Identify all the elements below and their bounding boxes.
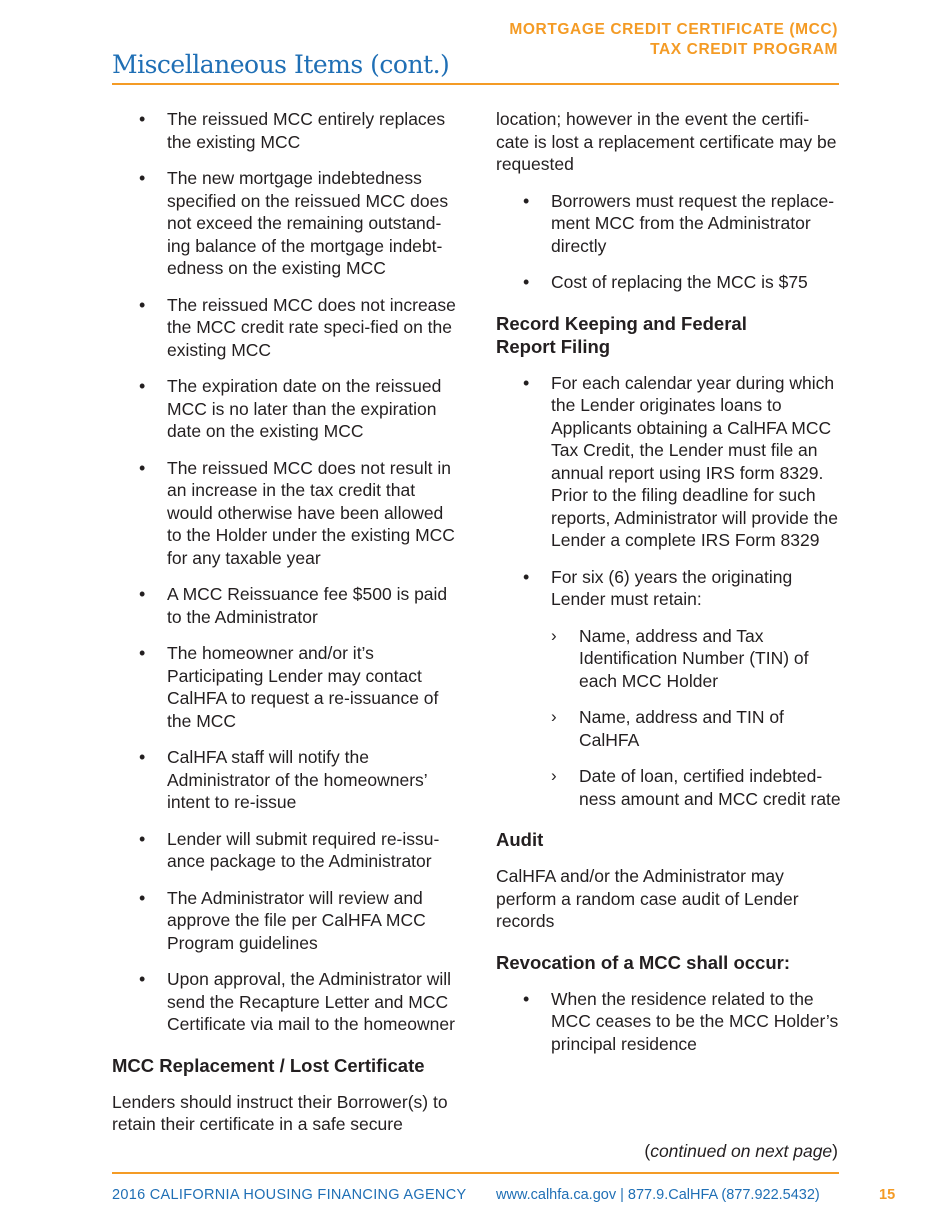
continued-note	[644, 1141, 838, 1162]
list-item: • CalHFA staff will notify the Administrator of the homeowners’ intent to re-issue	[112, 746, 462, 814]
audit-heading: Audit	[496, 829, 544, 850]
list-item: • For each calendar year during which the Lender originates loans to Applicants obtaining a CalHFA MCC Tax Credit, the Lender must file an annual report using IRS form 8329. Prior to the filing deadline for such reports, Administrator will provide the Lender a complete IRS Form 8329	[496, 372, 841, 552]
list-item: • The reissued MCC does not increase the MCC credit rate speci-fied on the existing MCC	[112, 294, 462, 362]
list-item: • Borrowers must request the replace-ment MCC from the Administrator directly	[496, 190, 841, 258]
replacement-list	[496, 190, 841, 294]
footer-divider	[112, 1172, 839, 1174]
record-keeping-heading-line2: Report Filing	[496, 335, 611, 357]
program-header-line1: MORTGAGE CREDIT CERTIFICATE (MCC)	[509, 21, 838, 38]
left-column	[112, 108, 462, 1150]
revocation-heading: Revocation of a MCC shall occur:	[496, 951, 790, 973]
list-item: • The reissued MCC entirely replaces the existing MCC	[112, 108, 462, 153]
list-item: • Cost of replacing the MCC is $75	[496, 271, 841, 294]
list-item: • The reissued MCC does not result in an increase in the tax credit that would otherwise have been allowed to the Holder under the existing MCC for any taxable year	[112, 457, 462, 570]
continued-open: (	[644, 1141, 651, 1161]
reissue-conditions-list	[112, 108, 462, 1036]
footer-contact[interactable]: www.calhfa.ca.gov | 877.9.CalHFA (877.922.5432)	[496, 1187, 820, 1203]
list-item: • When the residence related to the MCC ceases to be the MCC Holder’s principal residence	[496, 988, 841, 1056]
right-column	[496, 108, 841, 1069]
list-item: • Upon approval, the Administrator will send the Recapture Letter and MCC Certificate via mail to the homeowner	[112, 968, 462, 1036]
record-keeping-heading-line1: Record Keeping and Federal	[496, 312, 747, 334]
list-item: • A MCC Reissuance fee $500 is paid to the Administrator	[112, 583, 462, 628]
page-title: Miscellaneous Items (cont.)	[112, 50, 450, 79]
list-item: • The expiration date on the reissued MCC is no later than the expiration date on the existing MCC	[112, 375, 462, 443]
list-item	[496, 566, 841, 611]
footer-agency: 2016 CALIFORNIA HOUSING FINANCING AGENCY	[112, 1187, 467, 1203]
list-item: • Lender will submit required re-issu-ance package to the Administrator	[112, 828, 462, 873]
list-item: • The new mortgage indebtedness specified on the reissued MCC does not exceed the remaining outstand-ing balance of the mortgage indebt-edness on the existing MCC	[112, 167, 462, 280]
list-item: • The homeowner and/or it’s Participating Lender may contact CalHFA to request a re-issuance of the MCC	[112, 642, 462, 732]
replacement-paragraph-continued: location; however in the event the certifi-cate is lost a replacement certificate may be requested	[496, 109, 837, 174]
record-keeping-list	[496, 372, 841, 611]
replacement-paragraph: Lenders should instruct their Borrower(s) to retain their certificate in a safe secure	[112, 1091, 448, 1134]
continued-text: continued on next page	[650, 1141, 833, 1161]
retain-intro: For six (6) years the originating Lender must retain:	[551, 566, 793, 609]
program-header-line2: TAX CREDIT PROGRAM	[650, 41, 838, 58]
header-divider	[112, 83, 839, 85]
list-item: › Date of loan, certified indebted-ness amount and MCC credit rate	[496, 765, 841, 810]
retain-items-list	[496, 625, 841, 811]
list-item: › Name, address and Tax Identification Number (TIN) of each MCC Holder	[496, 625, 841, 693]
replacement-heading: MCC Replacement / Lost Certificate	[112, 1054, 425, 1076]
list-item: • The Administrator will review and approve the file per CalHFA MCC Program guidelines	[112, 887, 462, 955]
record-keeping-heading	[496, 312, 841, 358]
page-number: 15	[879, 1187, 896, 1203]
revocation-list	[496, 988, 841, 1056]
continued-close: )	[832, 1141, 838, 1161]
program-header	[509, 20, 838, 60]
audit-paragraph: CalHFA and/or the Administrator may perform a random case audit of Lender records	[496, 866, 799, 931]
list-item: › Name, address and TIN of CalHFA	[496, 706, 841, 751]
